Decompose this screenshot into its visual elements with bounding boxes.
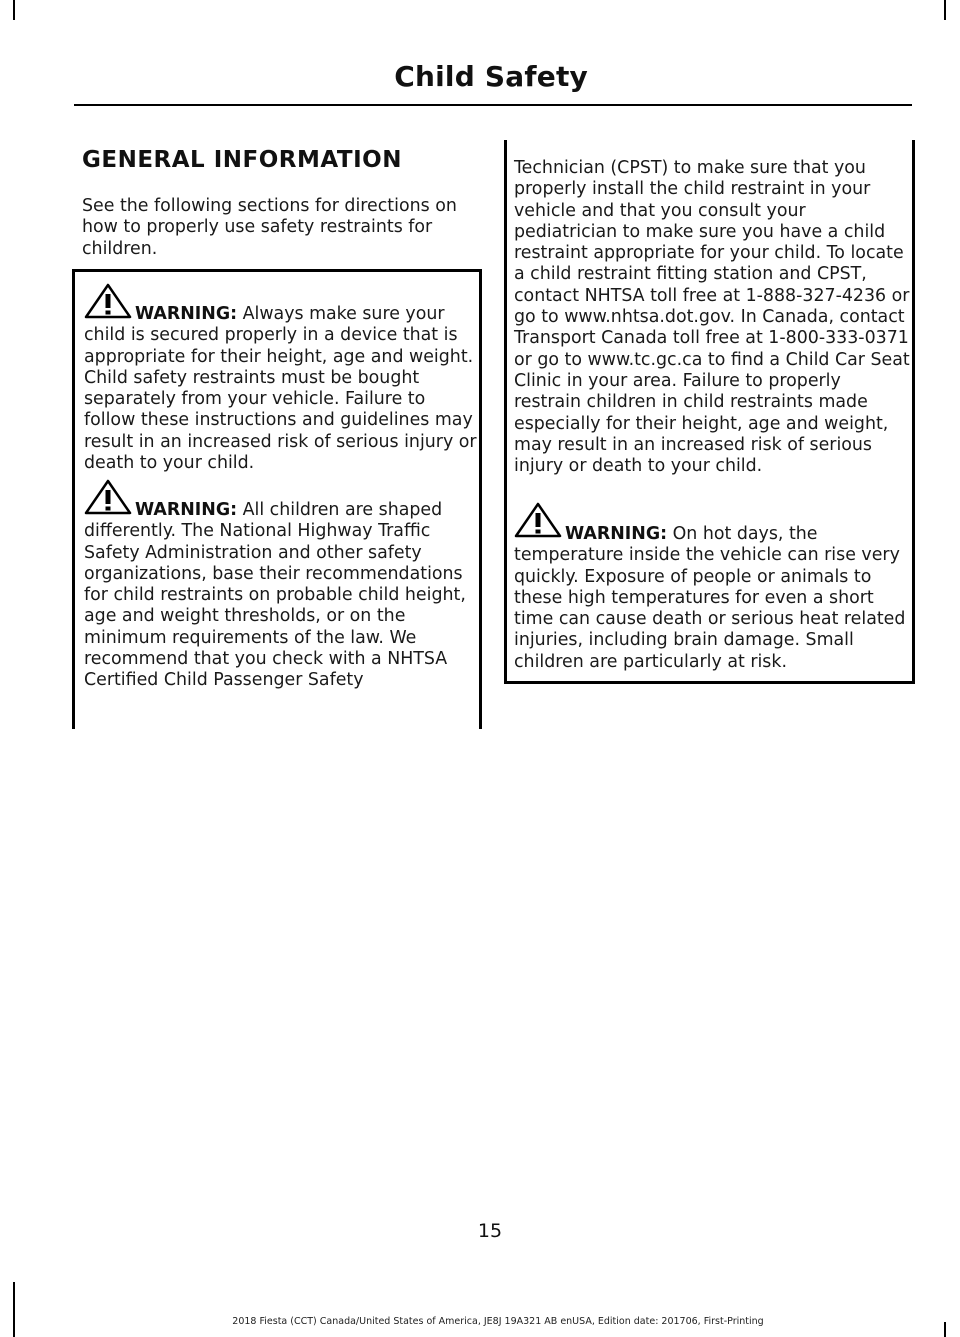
warning-label-3: WARNING: — [565, 524, 668, 544]
footer-edition-info: 2018 Fiesta (CCT) Canada/United States of America, JE8J 19A321 AB enUSA, Edition date: 201706, First-Printing — [232, 1316, 764, 1327]
warning-text-3: On hot days, the temperature inside the vehicle can rise very quickly. Exposure of people or animals to these high temperatures for even a short time can cause death or serious heat related injuries, including brain damage. Small children are particularly at risk. — [514, 524, 906, 672]
crop-mark-top-left-v — [13, 0, 15, 20]
intro-paragraph: See the following sections for directions on how to properly use safety restraints for children. — [82, 196, 457, 259]
warning-block-3 — [514, 524, 910, 673]
warning-block-2-continued — [514, 158, 910, 477]
header-divider — [74, 104, 912, 106]
page-title: Child Safety — [394, 60, 588, 93]
page-number: 15 — [477, 1220, 503, 1242]
warning-text-2: All children are shaped differently. The National Highway Traffic Safety Administration and other safety organizations, base their recommendations for child restraints on probable child height, age and weight thresholds, or on the minimum requirements of the law. We recommend that you check with a NHTSA Certified Child Passenger Safety — [84, 500, 466, 691]
crop-mark-top-right-v — [944, 0, 946, 20]
warning-text-2-continued: Technician (CPST) to make sure that you properly install the child restraint in your vehicle and that you consult your pediatrician to make sure you have a child restraint appropriate for your child. To locate a child restraint fitting station and CPST, contact NHTSA toll free at 1-888-327-4236 or go to www.nhtsa.dot.gov. In Canada, contact Transport Canada toll free at 1-800-333-0371 or go to www.tc.gc.ca to find a Child Car Seat Clinic in your area. Failure to properly restrain children in child restraints made especially for their height, age and weight, may result in an increased risk of serious injury or death to your child. — [514, 158, 910, 477]
warning-block-1 — [84, 304, 478, 474]
warning-block-2 — [84, 500, 478, 692]
warning-label-1: WARNING: — [135, 304, 238, 324]
section-heading: GENERAL INFORMATION — [82, 147, 402, 173]
crop-mark-bottom-left-v — [13, 1282, 15, 1337]
warning-text-1: Always make sure your child is secured properly in a device that is appropriate for their height, age and weight. Child safety restraints must be bought separately from your vehicle. Failure to follow these instructions and guidelines may result in an increased risk of serious injury or death to your child. — [84, 304, 477, 474]
warning-label-2: WARNING: — [135, 500, 238, 520]
